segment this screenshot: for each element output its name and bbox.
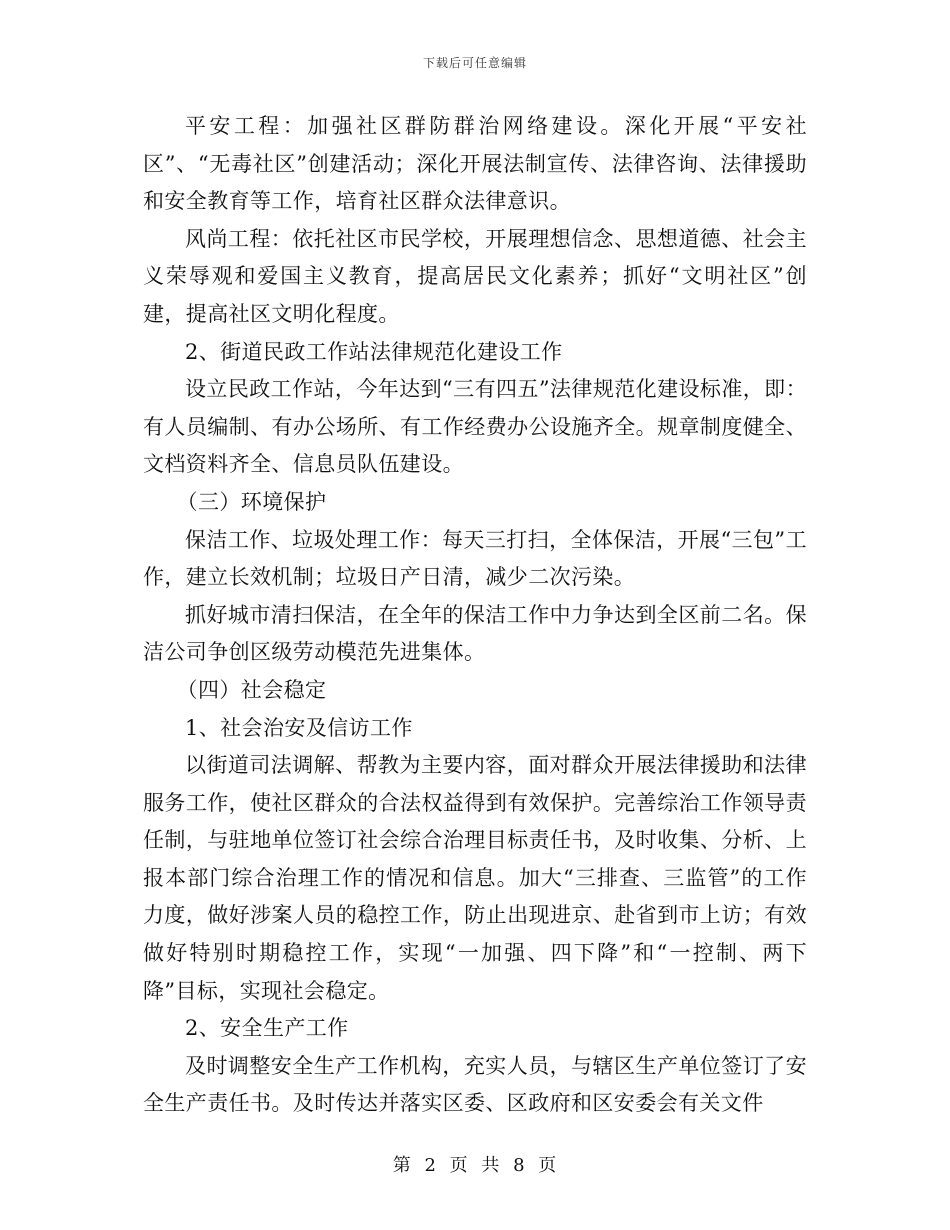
paragraph-safe-production: 及时调整安全生产工作机构，充实人员，与辖区生产单位签订了安全生产责任书。及时传达并落实区委、区政府和区安委会有关文件	[143, 1053, 807, 1116]
paragraph-cleaning-work: 保洁工作、垃圾处理工作：每天三打扫，全体保洁，开展“三包”工作，建立长效机制；垃圾日产日清，减少二次污染。	[143, 527, 807, 590]
paragraph-public-security: 以街道司法调解、帮教为主要内容，面对群众开展法律援助和法律服务工作，使社区群众的合法权益得到有效保护。完善综治工作领导责任制，与驻地单位签订社会综合治理目标责任书，及时收集、分析、上报本部门综合治理工作的情况和信息。加大“三排查、三监管”的工作力度，做好涉案人员的稳控工作，防止出现进京、赴省到市上访；有效做好特别时期稳控工作，实现“一加强、四下降”和“一控制、两下降”目标，实现社会稳定。	[143, 753, 807, 1003]
paragraph-city-cleaning: 抓好城市清扫保洁，在全年的保洁工作中力争达到全区前二名。保洁公司争创区级劳动模范先进集体。	[143, 602, 807, 665]
document-body	[143, 108, 807, 1123]
paragraph-safety-project: 平安工程：加强社区群防群治网络建设。深化开展“平安社区”、“无毒社区”创建活动；深化开展法制宣传、法律咨询、法律援助和安全教育等工作，培育社区群众法律意识。	[143, 114, 807, 214]
page-header: 下载后可任意编辑	[422, 56, 527, 70]
page-number-footer: 第 2 页 共 8 页	[392, 1155, 558, 1176]
section-heading-public-security: 1、社会治安及信访工作	[185, 715, 413, 740]
section-heading-civil-affairs: 2、街道民政工作站法律规范化建设工作	[185, 339, 563, 364]
section-heading-environment: （三）环境保护	[176, 489, 327, 514]
section-heading-social-stability: （四）社会稳定	[176, 677, 327, 702]
paragraph-civility-project: 风尚工程：依托社区市民学校，开展理想信念、思想道德、社会主义荣辱观和爱国主义教育，提高居民文化素养；抓好“文明社区”创建，提高社区文明化程度。	[143, 226, 807, 326]
section-heading-safe-production: 2、安全生产工作	[185, 1016, 349, 1041]
paragraph-civil-affairs-station: 设立民政工作站，今年达到“三有四五”法律规范化建设标准，即：有人员编制、有办公场所、有工作经费办公设施齐全。规章制度健全、文档资料齐全、信息员队伍建设。	[143, 377, 807, 477]
